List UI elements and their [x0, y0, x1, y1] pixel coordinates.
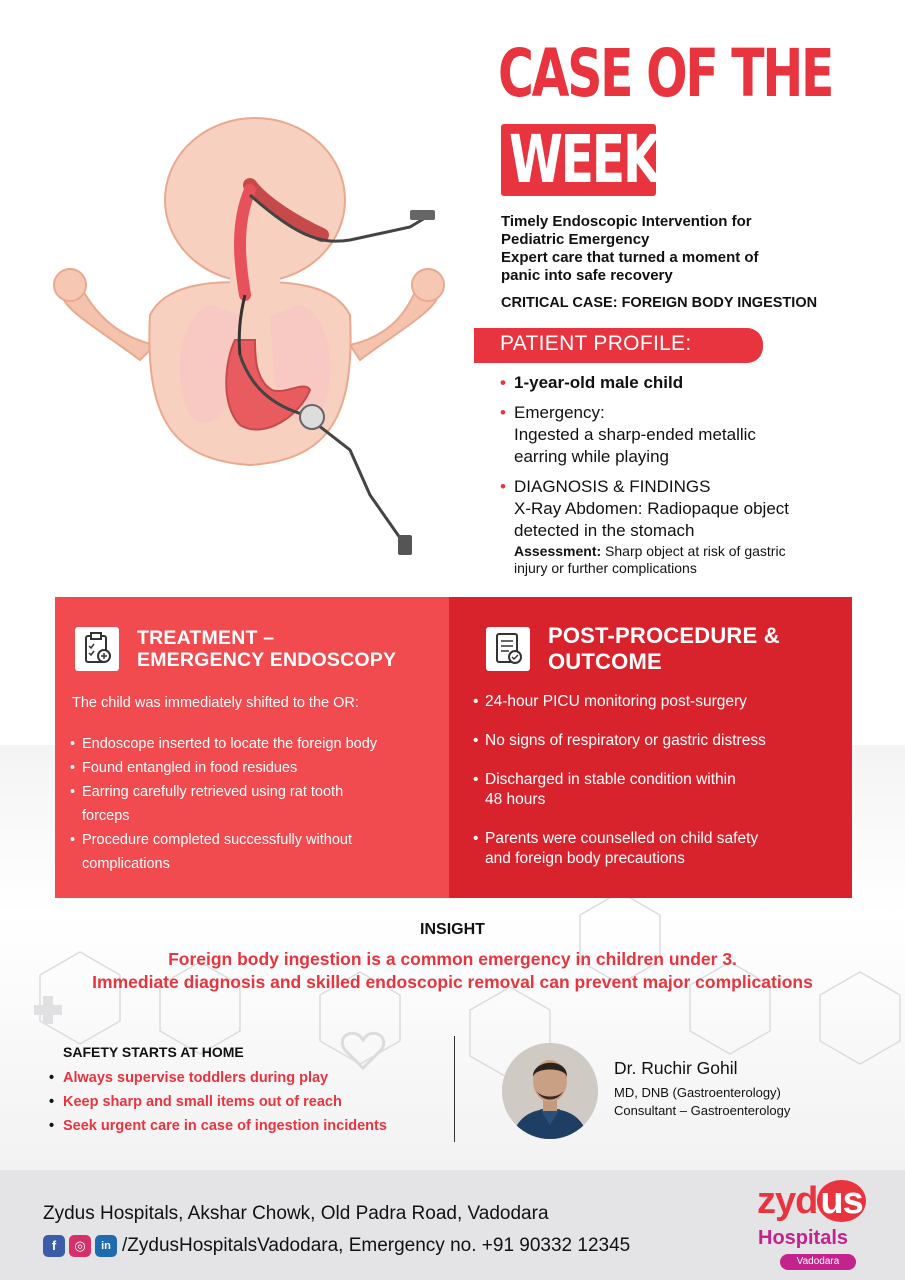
doctor-avatar — [502, 1043, 598, 1139]
outcome-item — [473, 770, 843, 810]
outcome-item-line: Discharged in stable condition within — [485, 771, 736, 788]
assessment-note — [514, 543, 864, 577]
treatment-item-line: forceps — [82, 808, 130, 824]
subtitle-line: Pediatric Emergency — [501, 231, 650, 248]
profile-item-line: • Emergency: — [514, 403, 605, 422]
profile-item-line: X-Ray Abdomen: Radiopaque object — [514, 499, 790, 518]
outcome-item — [473, 829, 843, 869]
zydus-logo — [757, 1180, 866, 1223]
instagram-icon[interactable]: ◎ — [69, 1235, 91, 1257]
treatment-heading — [137, 627, 396, 671]
report-checklist-icon — [486, 627, 530, 671]
treatment-item: • Found entangled in food residues — [70, 756, 440, 780]
profile-item: • 1-year-old male child — [500, 372, 860, 394]
treatment-heading-line: EMERGENCY ENDOSCOPY — [137, 649, 397, 671]
logo-text: zyd — [757, 1180, 818, 1222]
profile-item-line: • DIAGNOSIS & FINDINGS — [514, 477, 711, 496]
outcome-heading-line: POST-PROCEDURE & — [548, 623, 780, 648]
logo-text: us — [817, 1180, 865, 1222]
outcome-item-line: Parents were counselled on child safety — [485, 830, 759, 847]
title-line-2: WEEK — [509, 121, 659, 198]
subtitle-line: Expert care that turned a moment of — [501, 249, 759, 266]
section-divider — [454, 1036, 455, 1142]
assessment-label: Assessment: — [514, 543, 602, 559]
clipboard-medical-icon — [75, 627, 119, 671]
assessment-text: Sharp object at risk of gastric — [601, 543, 786, 559]
safety-item: • Always supervise toddlers during play — [49, 1066, 387, 1090]
treatment-heading-line: TREATMENT – — [137, 627, 275, 649]
doctor-name: Dr. Ruchir Gohil — [614, 1058, 738, 1078]
patient-profile-banner — [474, 328, 763, 363]
title-week-box — [501, 121, 659, 198]
treatment-item-line: Earring carefully retrieved using rat tooth — [82, 784, 344, 800]
outcome-heading-line: OUTCOME — [548, 649, 662, 674]
subtitle-line: panic into safe recovery — [501, 267, 673, 284]
treatment-item — [70, 780, 440, 828]
profile-item — [500, 402, 860, 468]
insight-text — [0, 948, 905, 994]
safety-list — [49, 1066, 387, 1138]
safety-item: • Seek urgent care in case of ingestion incidents — [49, 1114, 387, 1138]
profile-item — [500, 476, 860, 542]
treatment-item-line: complications — [82, 856, 170, 872]
doctor-role: Consultant – Gastroenterology — [614, 1103, 791, 1118]
profile-item-line: earring while playing — [514, 447, 669, 466]
treatment-item-line: Procedure completed successfully without — [82, 832, 352, 848]
safety-item: • Keep sharp and small items out of reach — [49, 1090, 387, 1114]
logo-city-badge: Vadodara — [780, 1254, 856, 1270]
insight-line: Foreign body ingestion is a common emergency in children under 3. — [168, 949, 737, 969]
treatment-item — [70, 828, 440, 876]
outcome-item-line: and foreign body precautions — [485, 850, 685, 867]
safety-title: SAFETY STARTS AT HOME — [63, 1044, 244, 1060]
contact-line: /ZydusHospitalsVadodara, Emergency no. +91 90332 12345 — [122, 1235, 631, 1256]
patient-profile-heading: PATIENT PROFILE: — [500, 332, 692, 355]
critical-case-label: CRITICAL CASE: FOREIGN BODY INGESTION — [501, 295, 818, 311]
title-line-1: CASE OF THE — [498, 35, 833, 112]
insight-title: INSIGHT — [420, 921, 485, 938]
subtitle — [501, 213, 759, 285]
outcome-item: • No signs of respiratory or gastric distress — [473, 731, 843, 751]
treatment-list — [70, 732, 440, 876]
outcome-heading — [548, 623, 780, 675]
outcome-list — [473, 692, 843, 888]
profile-item-line: Ingested a sharp-ended metallic — [514, 425, 756, 444]
facebook-icon[interactable]: f — [43, 1235, 65, 1257]
logo-subtitle: Hospitals — [758, 1227, 849, 1249]
treatment-item: • Endoscope inserted to locate the foreign body — [70, 732, 440, 756]
insight-line: Immediate diagnosis and skilled endoscopic removal can prevent major complications — [92, 972, 813, 992]
outcome-item-line: 48 hours — [485, 791, 546, 808]
baby-endoscopy-illustration — [50, 115, 450, 565]
profile-item-line: detected in the stomach — [514, 521, 695, 540]
subtitle-line: Timely Endoscopic Intervention for — [501, 213, 752, 230]
hospital-address: Zydus Hospitals, Akshar Chowk, Old Padra Road, Vadodara — [43, 1203, 549, 1224]
doctor-degree: MD, DNB (Gastroenterology) — [614, 1085, 781, 1100]
outcome-item: • 24-hour PICU monitoring post-surgery — [473, 692, 843, 712]
assessment-text: injury or further complications — [514, 560, 697, 576]
patient-profile-list — [500, 372, 860, 550]
treatment-intro: The child was immediately shifted to the OR: — [72, 695, 359, 711]
linkedin-icon[interactable]: in — [95, 1235, 117, 1257]
